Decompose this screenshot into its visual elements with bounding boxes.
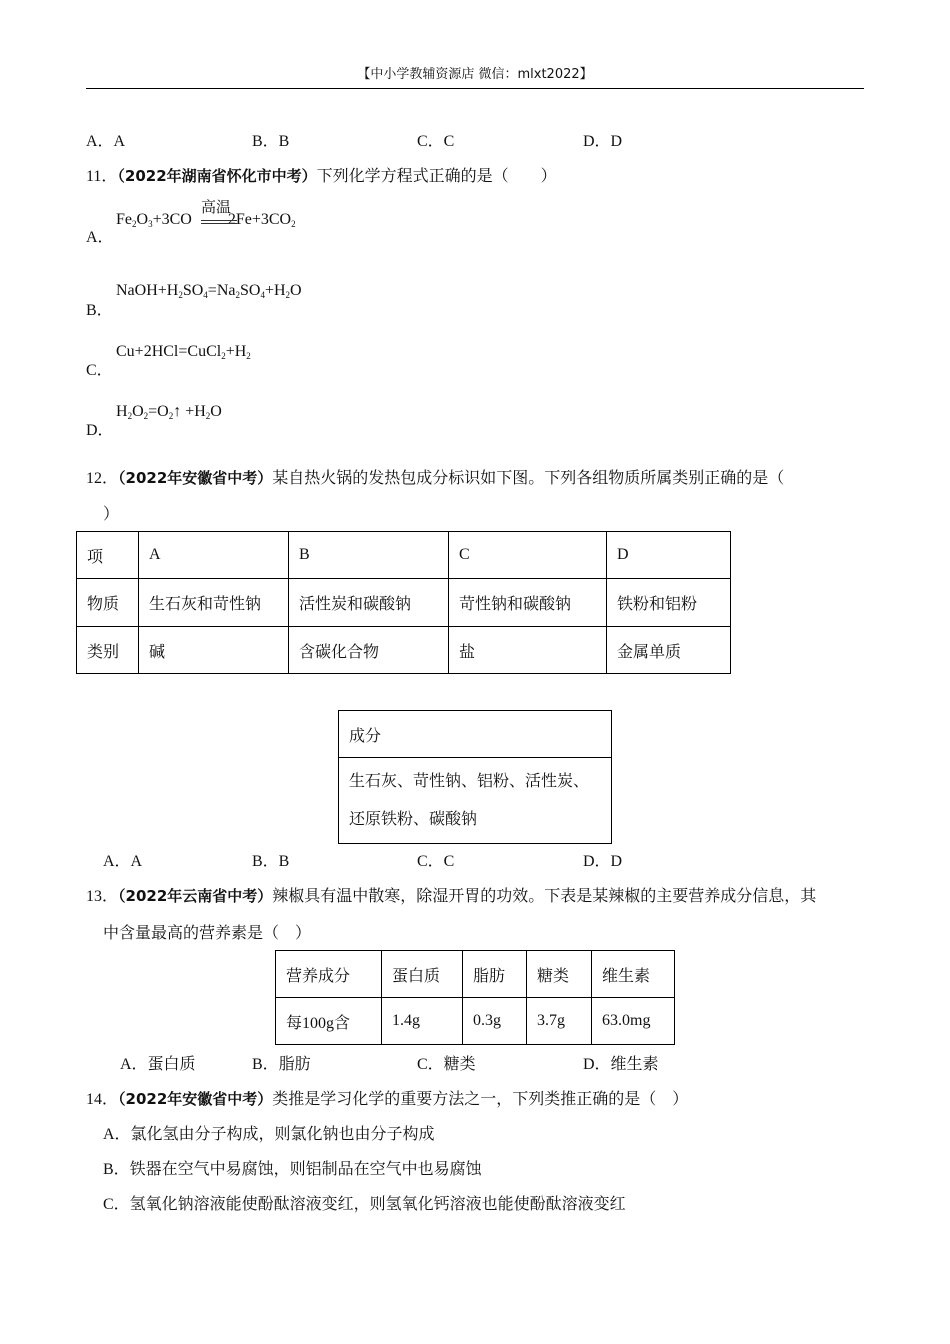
table-cell: 盐	[449, 627, 607, 674]
table-row	[339, 758, 612, 844]
q11-stem-line	[86, 163, 557, 186]
q10-option-d[interactable]: D．D	[583, 133, 623, 150]
table-cell: 营养成分	[276, 951, 382, 998]
q11-option-b-label[interactable]: B．	[86, 302, 113, 319]
table-row	[339, 711, 612, 758]
table-row	[276, 998, 675, 1045]
q11-formula-c: $Cu+2HCl=CuCl_2+H_2$	[116, 343, 251, 361]
q11-formula-b: $NaOH+H_2SO_4=Na_2SO_4+H_2O$	[116, 282, 302, 300]
q12-source: （2022年安徽省中考）	[118, 469, 273, 487]
table-cell: A	[139, 532, 289, 579]
ingredient-line-1: 生石灰、苛性钠、铝粉、活性炭、	[349, 772, 590, 790]
table-cell: 类别	[77, 627, 139, 674]
table-cell: 铁粉和铝粉	[607, 579, 731, 627]
table-cell: 糖类	[527, 951, 592, 998]
table-cell: 3.7g	[527, 998, 592, 1045]
q12-number: 12．	[86, 470, 119, 487]
table-row	[77, 579, 731, 627]
q14-source: （2022年安徽省中考）	[118, 1090, 273, 1108]
table-row	[77, 532, 731, 579]
q12-ingredient-label	[338, 710, 612, 844]
q13-number: 13．	[86, 888, 119, 905]
table-cell: 63.0mg	[592, 998, 675, 1045]
table-row	[77, 627, 731, 674]
table-cell: 1.4g	[382, 998, 463, 1045]
q10-option-c[interactable]: C．C	[417, 133, 455, 150]
q14-number: 14．	[86, 1091, 119, 1108]
ingredient-list	[339, 758, 612, 844]
q12-stem: 某自热火锅的发热包成分标识如下图。下列各组物质所属类别正确的是（	[272, 470, 785, 487]
table-cell: 每100g含	[276, 998, 382, 1045]
header-text: 【中小学教辅资源店 微信：mlxt2022】	[357, 67, 593, 82]
table-cell: 蛋白质	[382, 951, 463, 998]
q13-stem: 辣椒具有温中散寒，除湿开胃的功效。下表是某辣椒的主要营养成分信息，其	[272, 888, 817, 905]
table-cell: 碱	[139, 627, 289, 674]
q10-option-a[interactable]: A．A	[86, 133, 126, 150]
q14-stem-line	[86, 1086, 688, 1109]
q13-option-d[interactable]: D．维生素	[583, 1056, 659, 1073]
table-cell: 活性炭和碳酸钠	[289, 579, 449, 627]
table-cell: 物质	[77, 579, 139, 627]
table-cell: 项	[77, 532, 139, 579]
table-cell: 生石灰和苛性钠	[139, 579, 289, 627]
q12-option-a[interactable]: A．A	[103, 853, 143, 870]
q12-classification-table	[76, 531, 731, 674]
q14-option-c[interactable]: C．氢氧化钠溶液能使酚酞溶液变红，则氢氧化钙溶液也能使酚酞溶液变红	[103, 1196, 626, 1213]
q11-option-c-label[interactable]: C．	[86, 362, 113, 379]
q10-option-b[interactable]: B．B	[252, 133, 290, 150]
table-cell: D	[607, 532, 731, 579]
q11-option-a-label[interactable]: A．	[86, 229, 114, 246]
q13-source: （2022年云南省中考）	[118, 887, 273, 905]
q12-option-d[interactable]: D．D	[583, 853, 623, 870]
q11-equals-bar	[201, 220, 237, 224]
table-cell: 含碳化合物	[289, 627, 449, 674]
table-cell: 脂肪	[463, 951, 527, 998]
table-cell: 0.3g	[463, 998, 527, 1045]
q11-stem: 下列化学方程式正确的是（ ）	[316, 168, 557, 185]
table-cell: B	[289, 532, 449, 579]
q13-option-b[interactable]: B．脂肪	[252, 1056, 311, 1073]
q13-stem-cont: 中含量最高的营养素是（ ）	[103, 925, 312, 942]
q11-number: 11．	[86, 168, 118, 185]
q12-option-b[interactable]: B．B	[252, 853, 290, 870]
table-row	[276, 951, 675, 998]
q11-option-d-label[interactable]: D．	[86, 422, 114, 439]
q14-stem: 类推是学习化学的重要方法之一，下列类推正确的是（ ）	[272, 1091, 689, 1108]
table-cell: 苛性钠和碳酸钠	[449, 579, 607, 627]
q13-option-c[interactable]: C．糖类	[417, 1056, 476, 1073]
q11-source: （2022年湖南省怀化市中考）	[117, 167, 317, 185]
page-header	[86, 66, 864, 89]
table-cell: 维生素	[592, 951, 675, 998]
ingredient-title: 成分	[339, 711, 612, 758]
q14-option-a[interactable]: A．氯化氢由分子构成，则氯化钠也由分子构成	[103, 1126, 435, 1143]
q11-condition-label: 高温	[201, 198, 232, 216]
table-cell: 金属单质	[607, 627, 731, 674]
q12-stem-line	[86, 465, 784, 488]
q13-option-a[interactable]: A．蛋白质	[120, 1056, 196, 1073]
q12-option-c[interactable]: C．C	[417, 853, 455, 870]
q13-nutrition-table	[275, 950, 675, 1045]
q11-formula-d: $H_2O_2=O_2↑ +H_2O$	[116, 403, 222, 421]
q13-stem-line	[86, 883, 816, 906]
q11-formula-a: $Fe_2O_3+3CO$ $2Fe+3CO_2$	[116, 211, 296, 229]
q14-option-b[interactable]: B．铁器在空气中易腐蚀，则铝制品在空气中也易腐蚀	[103, 1161, 482, 1178]
ingredient-line-2: 还原铁粉、碳酸钠	[349, 810, 478, 828]
q12-stem-cont: ）	[103, 506, 120, 523]
table-cell: C	[449, 532, 607, 579]
